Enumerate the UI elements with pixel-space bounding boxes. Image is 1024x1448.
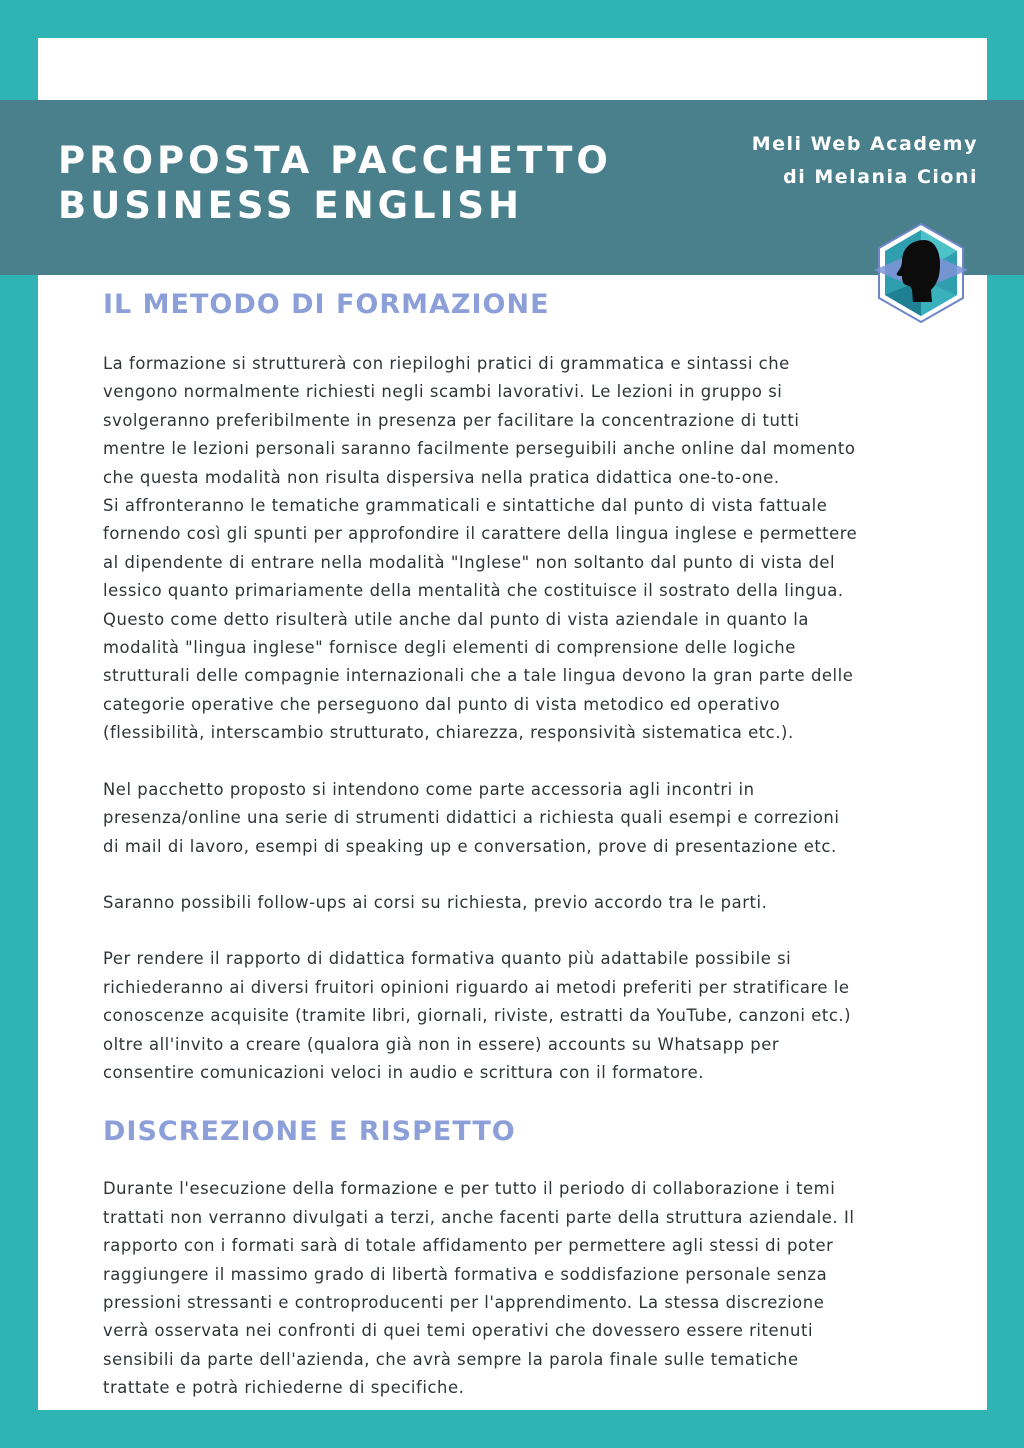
title-line: BUSINESS ENGLISH [58, 184, 523, 227]
paragraph-didattica [103, 945, 918, 1087]
brand-line: di Melania Cioni [783, 166, 978, 188]
paragraph-discrezione [103, 1175, 918, 1402]
text-line: che questa modalità non risulta dispersiva nella pratica didattica one-to-one. [103, 467, 780, 487]
section-heading-discrezione: DISCREZIONE E RISPETTO [103, 1116, 516, 1148]
text-line: fornendo così gli spunti per approfondire il carattere della lingua inglese e permettere [103, 524, 858, 544]
text-line: vengono normalmente richiesti negli scambi lavorativi. Le lezioni in gruppo si [103, 382, 783, 402]
text-line: trattate e potrà richiederne di specifiche. [103, 1378, 465, 1398]
text-line: categorie operative che perseguono dal punto di vista metodico ed operativo [103, 694, 781, 714]
text-line: consentire comunicazioni veloci in audio e scrittura con il formatore. [103, 1062, 704, 1082]
text-line: presenza/online una serie di strumenti didattici a richiesta quali esempi e correzioni [103, 808, 840, 828]
text-line: conoscenze acquisite (tramite libri, giornali, riviste, estratti da YouTube, canzoni etc.) [103, 1006, 852, 1026]
text-line: Si affronteranno le tematiche grammaticali e sintattiche dal punto di vista fattuale [103, 496, 828, 516]
text-line: raggiungere il massimo grado di libertà formativa e soddisfazione personale senza [103, 1264, 828, 1284]
text-line: mentre le lezioni personali saranno facilmente perseguibili anche online dal momento [103, 439, 856, 459]
text-line: strutturali delle compagnie internazionali che a tale lingua devono la gran parte delle [103, 666, 854, 686]
text-line: al dipendente di entrare nella modalità "Inglese" non soltanto dal punto di vista del [103, 552, 836, 572]
section-heading-metodo: IL METODO DI FORMAZIONE [103, 289, 550, 320]
text-line: modalità "lingua inglese" fornisce degli elementi di comprensione delle logiche [103, 638, 796, 658]
text-line: Nel pacchetto proposto si intendono come parte accessoria agli incontri in [103, 779, 755, 799]
title-line: PROPOSTA PACCHETTO [58, 139, 612, 182]
text-line: (flessibilità, interscambio strutturato, chiarezza, responsività sistematica etc.). [103, 723, 794, 743]
paragraph-pacchetto [103, 776, 918, 861]
text-line: Saranno possibili follow-ups ai corsi su richiesta, previo accordo tra le parti. [103, 892, 768, 912]
text-line: sensibili da parte dell'azienda, che avrà sempre la parola finale sulle tematiche [103, 1349, 799, 1369]
paragraph-follow-ups [103, 889, 918, 917]
brand-line: Meli Web Academy [751, 133, 978, 155]
paragraph-metodo-intro [103, 350, 918, 748]
text-line: pressioni stressanti e controproducenti per l'apprendimento. La stessa discrezione [103, 1292, 825, 1312]
text-line: richiederanno ai diversi fruitori opinioni riguardo ai metodi preferiti per stratificare le [103, 977, 850, 997]
text-line: di mail di lavoro, esempi di speaking up e conversation, prove di presentazione etc. [103, 836, 837, 856]
text-line: svolgeranno preferibilmente in presenza per facilitare la concentrazione di tutti [103, 410, 800, 430]
text-line: oltre all'invito a creare (qualora già non in essere) accounts su Whatsapp per [103, 1034, 780, 1054]
text-line: Durante l'esecuzione della formazione e per tutto il periodo di collaborazione i temi [103, 1179, 836, 1199]
text-line: La formazione si strutturerà con riepiloghi pratici di grammatica e sintassi che [103, 354, 790, 373]
text-line: Questo come detto risulterà utile anche dal punto di vista aziendale in quanto la [103, 609, 809, 629]
document-body [103, 280, 918, 1403]
text-line: rapporto con i formati sarà di totale affidamento per permettere agli stessi di poter [103, 1236, 834, 1256]
brand-name [752, 128, 978, 194]
text-line: trattati non verranno divulgati a terzi, anche facenti parte della struttura aziendale. Il [103, 1207, 855, 1227]
document-title [58, 138, 612, 228]
text-line: verrà osservata nei confronti di quei temi operativi che dovessero essere ritenuti [103, 1321, 814, 1341]
text-line: lessico quanto primariamente della mentalità che costituisce il sostrato della lingua. [103, 581, 844, 601]
text-line: Per rendere il rapporto di didattica formativa quanto più adattabile possibile si [103, 949, 792, 969]
